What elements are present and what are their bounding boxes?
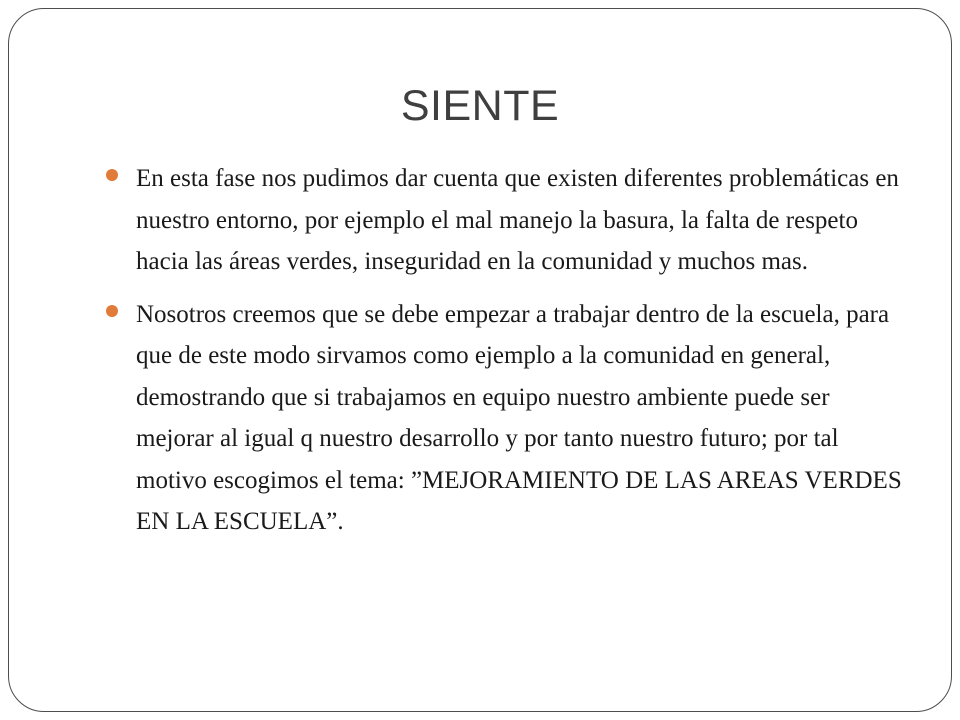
- bullet-text: Nosotros creemos que se debe empezar a trabajar dentro de la escuela, para que de este modo sirvamos como ejemplo a la comunidad en general, demostrando que si trabajamos en equipo nuestro ambiente puede ser mejorar al igual q nuestro desarrollo y por tanto nuestro futuro; por tal motivo escogimos el tema: ”MEJORAMIENTO DE LAS AREAS VERDES EN LA ESCUELA”.: [136, 300, 902, 535]
- bullet-text: En esta fase nos pudimos dar cuenta que existen diferentes problemáticas en nuestro entorno, por ejemplo el mal manejo la basura, la falta de respeto hacia las áreas verdes, inseguridad en la comunidad y muchos mas.: [136, 165, 899, 275]
- bullet-dot-icon: [106, 305, 118, 317]
- slide-title: SIENTE: [400, 82, 560, 130]
- bullet-item: [104, 158, 904, 283]
- bullet-item: [104, 294, 904, 543]
- bullet-list: [104, 158, 904, 554]
- bullet-dot-icon: [106, 169, 118, 181]
